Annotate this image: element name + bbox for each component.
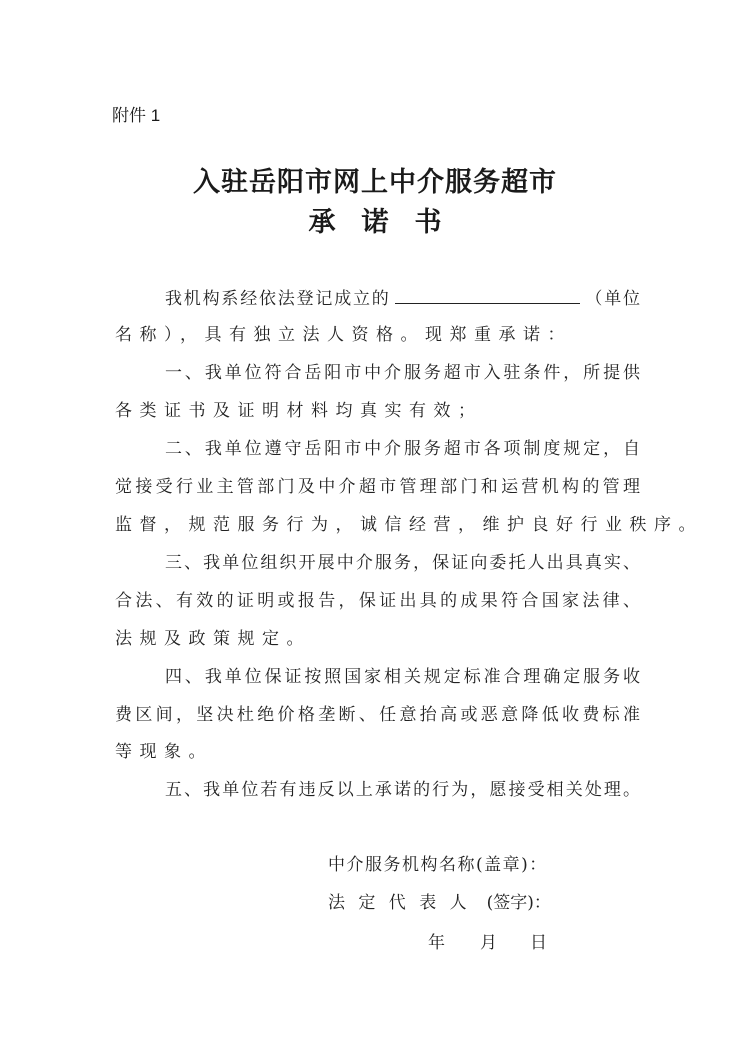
item-1-line: 一、我单位符合岳阳市中介服务超市入驻条件，所提供 (165, 363, 640, 383)
item-2-line: 觉接受行业主管部门及中介超市管理部门和运营机构的管理 (115, 477, 640, 497)
year-label: 年 (428, 933, 445, 953)
intro-line-2: 名称），具有独立法人资格。现郑重承诺： (115, 325, 572, 345)
intro-text-end: （单位 (583, 289, 641, 309)
intro-line-1 (165, 285, 640, 309)
legal-rep-row (328, 888, 551, 913)
legal-rep-label: 法 定 代 表 人 (328, 893, 471, 913)
item-3-line: 三、我单位组织开展中介服务，保证向委托人出具真实、 (165, 553, 640, 573)
organization-name-blank[interactable] (395, 285, 580, 304)
item-1-line: 各类证书及证明材料均真实有效； (115, 401, 483, 421)
signature-label: (签字)： (486, 893, 551, 913)
item-2-line: 监督，规范服务行为，诚信经营，维护良好行业秩序。 (115, 515, 703, 535)
item-2-line: 二、我单位遵守岳阳市中介服务超市各项制度规定，自 (165, 439, 640, 459)
item-5-line: 五、我单位若有违反以上承诺的行为，愿接受相关处理。 (165, 780, 640, 800)
attachment-label: 附件 1 (112, 106, 161, 125)
document-subtitle: 承诺书 (308, 207, 468, 238)
item-3-line: 法规及政策规定。 (115, 629, 311, 649)
item-4-line: 等现象。 (115, 742, 213, 762)
item-3-line: 合法、有效的证明或报告，保证出具的成果符合国家法律、 (115, 591, 640, 611)
intro-text: 我机构系经依法登记成立的 (165, 289, 391, 309)
item-4-line: 四、我单位保证按照国家相关规定标准合理确定服务收 (165, 667, 640, 687)
org-seal-label: 中介服务机构名称(盖章)： (328, 855, 548, 875)
document-title: 入驻岳阳市网上中介服务超市 (193, 167, 557, 198)
item-4-line: 费区间，坚决杜绝价格垄断、任意抬高或恶意降低收费标准 (115, 705, 640, 725)
day-label: 日 (530, 933, 547, 953)
month-label: 月 (480, 933, 497, 953)
